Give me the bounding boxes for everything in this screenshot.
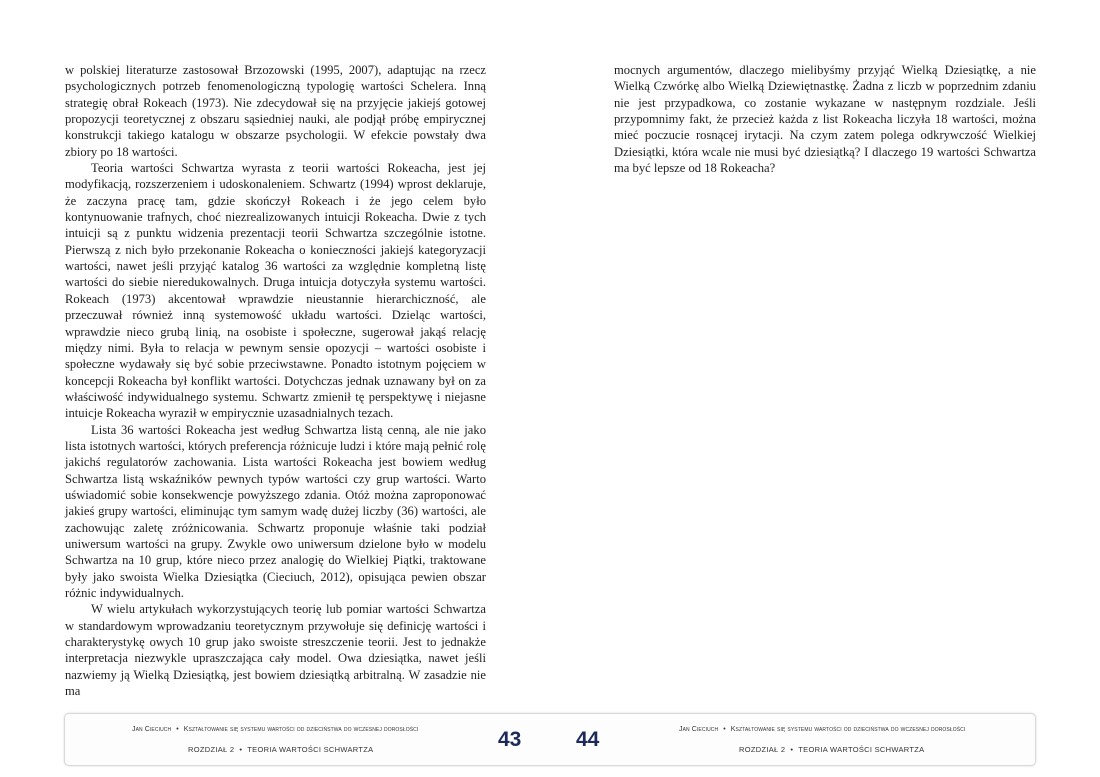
separator: • xyxy=(790,745,794,754)
left-running-header xyxy=(132,726,418,733)
separator: • xyxy=(239,745,243,754)
right-page-number: 44 xyxy=(576,728,600,751)
left-page-number: 43 xyxy=(498,728,522,751)
book-title: Kształtowanie się systemu wartości od dzieciństwa do wczesnej dorosłości xyxy=(730,726,966,733)
author-name: Jan Cieciuch xyxy=(132,726,172,733)
paragraph: mocnych argumentów, dlaczego mielibyśmy przyjąć Wielką Dziesiątkę, a nie Wielką Czwórkę albo Wielką Dziewiętnastkę. Żadna z liczb w poprzednim zdaniu nie jest przypadkowa, co zostanie wykazane w następnym rozdziale. Jeśli przypomnimy fakt, że przecież każda z list Rokeacha liczyła 18 wartości, można mieć poczucie rosnącej irytacji. Na czym zatem polega odkrywczość Wielkiej Dziesiątki, która wcale nie musi być dziesiątką? I dlaczego 19 wartości Schwartza ma być lepsze od 18 Rokeacha? xyxy=(614,63,1036,176)
left-chapter-line xyxy=(188,745,373,754)
right-page-body xyxy=(614,62,1036,176)
paragraph: w polskiej literaturze zastosował Brzozowski (1995, 2007), adaptując na rzecz psychologicznych potrzeb fenomenologiczną typologię wartości Schelera. Inną strategię obrał Rokeach (1973). Nie zdecydował się na przyjęcie jakiejś gotowej propozycji teoretycznej z obszaru sąsiedniej nauki, ale podjął próbę empirycznej konstrukcji takiego katalogu w obszarze psychologii. W efekcie powstały dwa zbiory po 18 wartości. xyxy=(65,63,486,159)
separator: • xyxy=(723,726,726,733)
chapter-label: ROZDZIAŁ 2 xyxy=(739,745,786,754)
paragraph: Teoria wartości Schwartza wyrasta z teorii wartości Rokeacha, jest jej modyfikacją, rozszerzeniem i udoskonaleniem. Schwartz (1994) wprost deklaruje, że zaczyna pracę tam, gdzie skończył Rokeach i że jego celem było kontynuowanie trafnych, choć niezrealizowanych intuicji Rokeacha. Dwie z tych intuicji są z punktu widzenia prezentacji teorii Schwartza szczególnie istotne. Pierwszą z nich było przekonanie Rokeacha o konieczności jakiejś kategoryzacji wartości, nawet jeśli przyjąć katalog 36 wartości za względnie kompletną listę wartości do siebie nieredukowalnych. Druga intuicja dotyczyła systemu wartości. Rokeach (1973) akcentował wprawdzie nieustannie hierarchiczność, ale przeczuwał również inną systemowość układu wartości. Dzieląc wartości, wprawdzie nieco grubą linią, na osobiste i społeczne, sugerował jakąś relację między nimi. Była to relacja w pewnym sensie opozycji – wartości osobiste i społeczne wydawały się być sobie przeciwstawne. Ponadto istotnym pojęciem w koncepcji Rokeacha był konflikt wartości. Dotychczas jednak uznawany był on za właściwość indywidualnego systemu. Schwartz zmienił tę perspektywę i niejasne intuicje Rokeacha wyraził w empirycznie uzasadnialnych tezach. xyxy=(65,161,486,421)
author-name: Jan Cieciuch xyxy=(679,726,719,733)
chapter-label: ROZDZIAŁ 2 xyxy=(188,745,235,754)
paragraph: W wielu artykułach wykorzystujących teorię lub pomiar wartości Schwartza w standardowym wprowadzaniu teoretycznym przywołuje się definicję wartości i charakterystykę owych 10 grup jako swoiste streszczenie teorii. Jest to jednakże interpretacja niezwykle upraszczająca cały model. Owa dziesiątka, nawet jeśli nazwiemy ją Wielką Dziesiątką, jest bowiem dziesiątką arbitralną. W zasadzie nie ma xyxy=(65,602,486,699)
right-chapter-line xyxy=(739,745,924,754)
paragraph: Lista 36 wartości Rokeacha jest według Schwartza listą cenną, ale nie jako lista istotnych wartości, których preferencja różnicuje ludzi i które mają pełnić rolę jakichś regulatorów zachowania. Lista wartości Rokeacha jest bowiem według Schwartza listą wskaźników pewnych typów wartości czy grup wartości. Warto uświadomić sobie konsekwencje powyższego zdania. Otóż można zaproponować jakieś grupy wartości, eliminując tym samym wadę dużej liczby (36) wartości, ale zachowując zaletę zróżnicowania. Schwartz proponuje właśnie taki podział uniwersum wartości na grupy. Zwykle owo uniwersum dzielone było w modelu Schwartza na 10 grup, które nieco przez analogię do Wielkiej Piątki, traktowane były jako swoista Wielka Dziesiątka (Cieciuch, 2012), opisująca pewien obszar różnic indywidualnych. xyxy=(65,422,486,600)
chapter-title: TEORIA WARTOŚCI SCHWARTZA xyxy=(247,745,374,754)
right-running-header xyxy=(679,726,965,733)
page-footer xyxy=(64,713,1036,766)
left-page-body xyxy=(65,62,486,699)
book-title: Kształtowanie się systemu wartości od dzieciństwa do wczesnej dorosłości xyxy=(183,726,419,733)
separator: • xyxy=(176,726,179,733)
chapter-title: TEORIA WARTOŚCI SCHWARTZA xyxy=(798,745,925,754)
